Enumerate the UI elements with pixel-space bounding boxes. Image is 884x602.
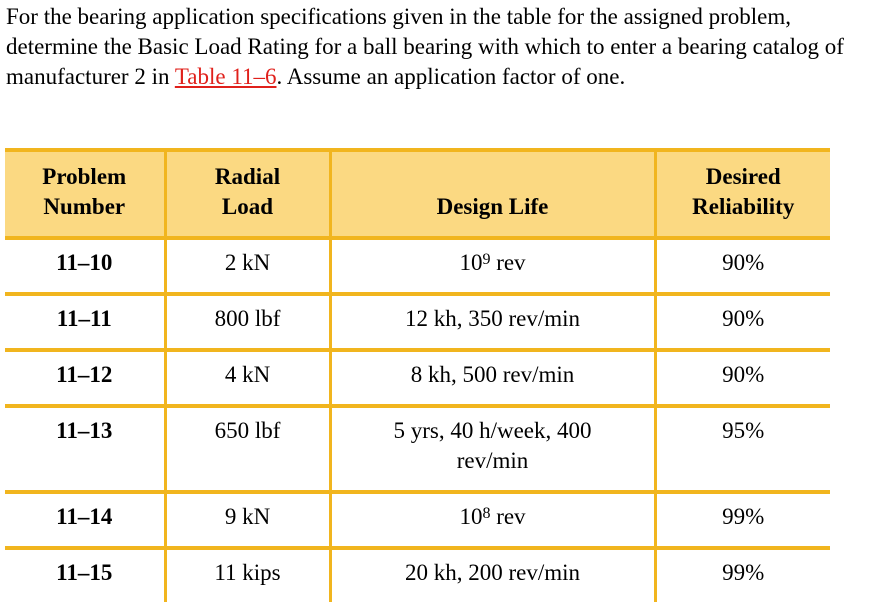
table-11-6-link[interactable]: Table 11–6: [174, 64, 277, 89]
design-life-cell: $10^8$ rev: [330, 492, 655, 548]
radial-load-cell: 800 lbf: [165, 294, 330, 350]
problem-number-cell: 11–15: [56, 560, 113, 585]
table-row: [5, 406, 830, 492]
table-row: [5, 548, 830, 602]
problem-number-cell: 11–13: [5, 406, 165, 492]
design-life-cell: 5 yrs, 40 h/week, 400 rev/min: [330, 406, 655, 492]
problem-statement: [6, 2, 878, 92]
header-problem-number: Problem Number: [5, 150, 165, 238]
radial-load-cell: 650 lbf: [165, 406, 330, 492]
statement-text-end: . Assume an application factor of one.: [276, 64, 626, 89]
radial-load-cell: 4 kN: [165, 350, 330, 406]
reliability-cell: 90%: [655, 238, 830, 294]
design-life-cell: $10^9$ rev: [330, 238, 655, 294]
table-header-row: [5, 150, 830, 238]
table-row: [5, 238, 830, 294]
radial-load-cell: 2 kN: [165, 238, 330, 294]
table-row: [5, 294, 830, 350]
reliability-cell: 99%: [655, 492, 830, 548]
problem-number-cell: 11–11: [5, 294, 165, 350]
reliability-cell: 90%: [655, 294, 830, 350]
radial-load-cell: 11 kips: [165, 548, 330, 602]
reliability-cell: 99%: [655, 548, 830, 602]
problem-number-cell: 11–12: [5, 350, 165, 406]
statement-text: For the bearing application specifications given in the table for the assigned problem, determine the Basic Load Rating for a ball bearing with which to enter a bearing catalog of manufacturer 2 in: [6, 4, 844, 89]
header-radial-load: Radial Load: [165, 150, 330, 238]
bearing-spec-table: [5, 148, 830, 602]
design-life-cell: 8 kh, 500 rev/min: [330, 350, 655, 406]
reliability-cell: 95%: [655, 406, 830, 492]
problem-number-cell: 11–10: [5, 238, 165, 294]
header-design-life: Design Life: [330, 150, 655, 238]
problem-number-cell: 11–14: [5, 492, 165, 548]
table-row: [5, 492, 830, 548]
radial-load-cell: 9 kN: [165, 492, 330, 548]
design-life-cell: 20 kh, 200 rev/min: [330, 548, 655, 602]
reliability-cell: 90%: [655, 350, 830, 406]
header-desired-reliability: Desired Reliability: [655, 150, 830, 238]
table-row: [5, 350, 830, 406]
design-life-cell: 12 kh, 350 rev/min: [330, 294, 655, 350]
